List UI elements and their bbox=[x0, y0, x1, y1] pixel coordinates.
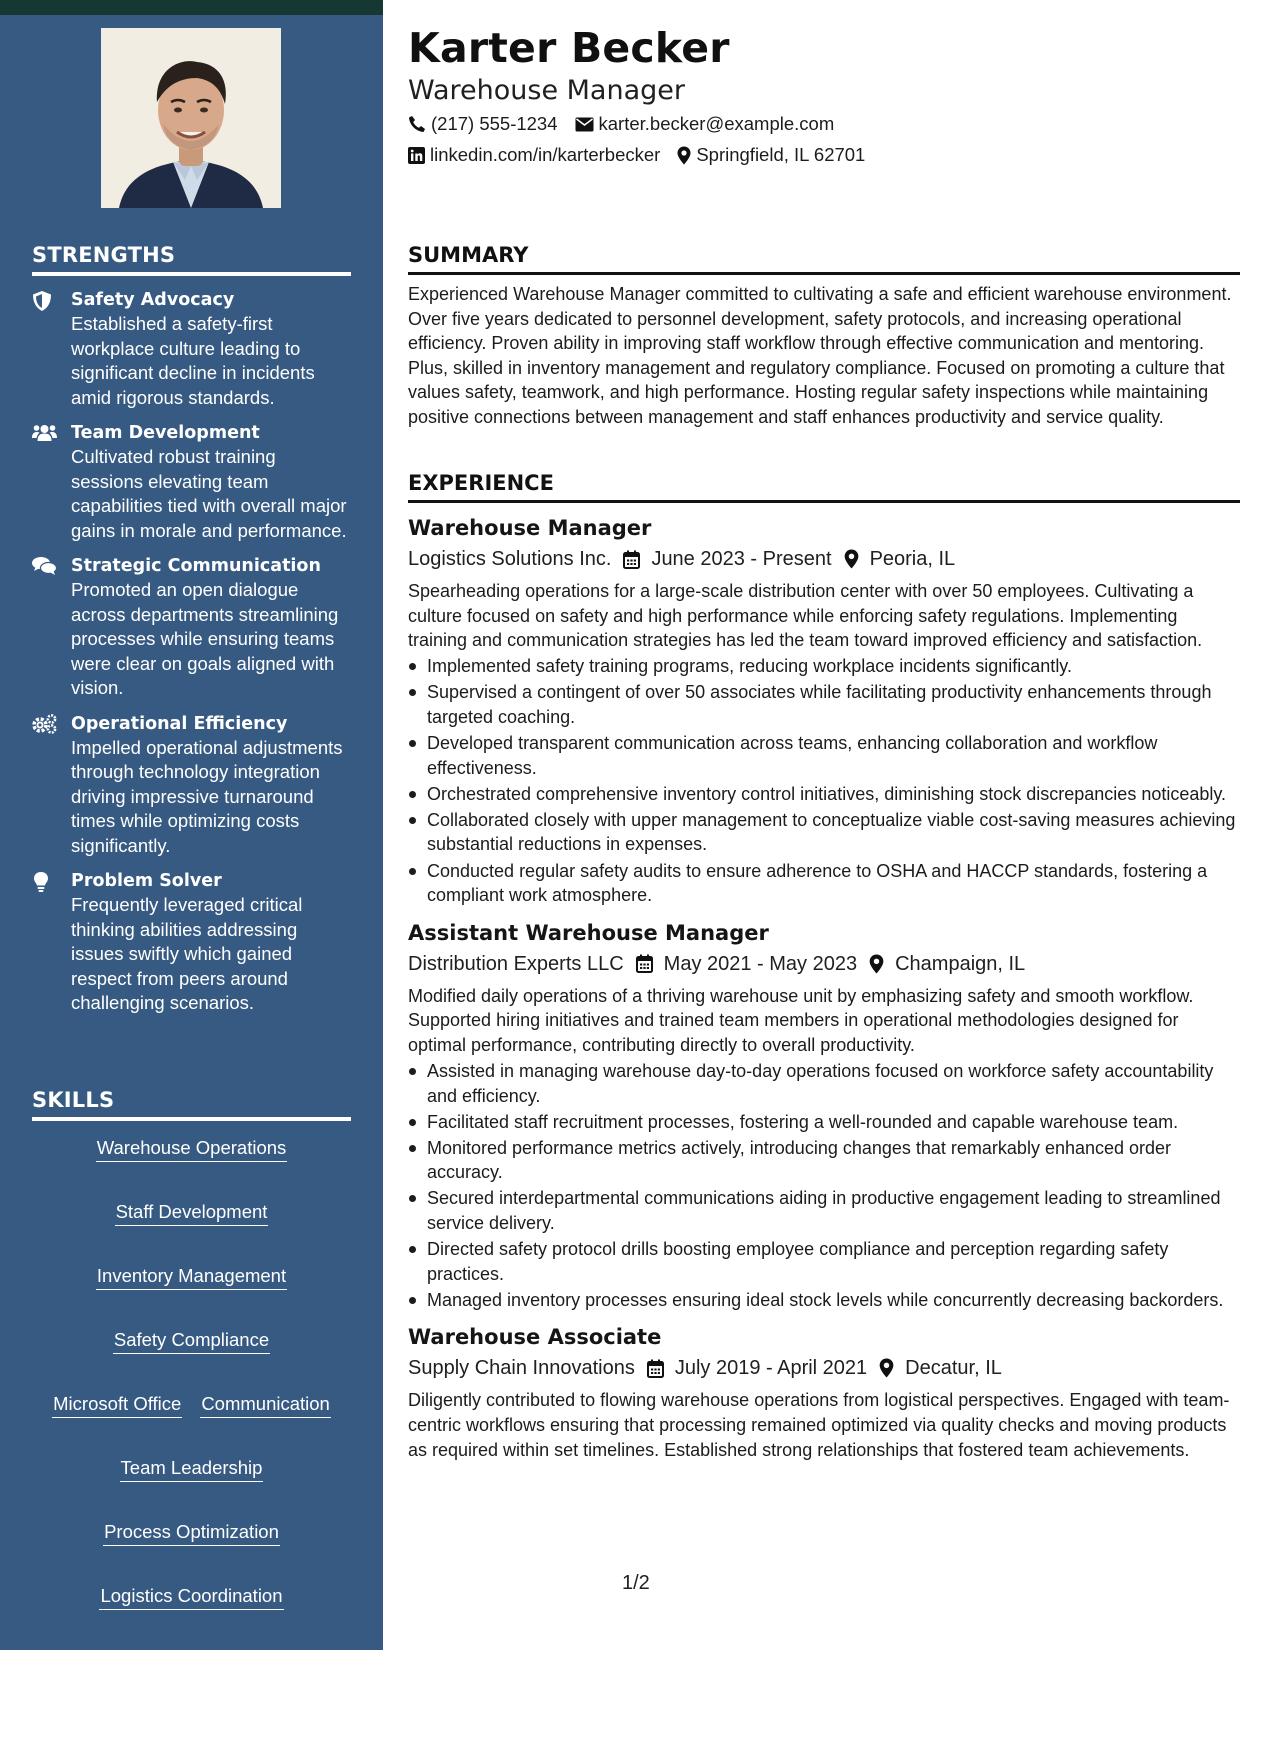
job-dates: May 2021 - May 2023 bbox=[663, 952, 858, 975]
job-bullet: Monitored performance metrics actively, introducing changes that remarkably enhanced order accuracy. bbox=[408, 1136, 1240, 1185]
email-text[interactable]: karter.becker@example.com bbox=[598, 113, 835, 134]
skill-tag: Process Optimization bbox=[103, 1520, 280, 1546]
job-meta bbox=[408, 951, 1240, 977]
shield-icon bbox=[32, 290, 56, 312]
avatar-photo bbox=[101, 28, 281, 208]
job-entry bbox=[408, 919, 1240, 1313]
strength-item bbox=[32, 288, 351, 410]
job-entry bbox=[408, 1323, 1240, 1462]
strength-item bbox=[32, 421, 351, 543]
job-description: Modified daily operations of a thriving warehouse unit by emphasizing safety and smooth workflow. Supported hiring initiatives and trained team members in operational methodologies designed for optimal performance, contributing directly to overall productivity. bbox=[408, 985, 1194, 1055]
job-dates: June 2023 - Present bbox=[651, 548, 832, 570]
job-entry bbox=[408, 514, 1240, 908]
job-bullet: Orchestrated comprehensive inventory control initiatives, diminishing stock discrepancies noticeably. bbox=[408, 782, 1240, 807]
job-meta bbox=[408, 1355, 1240, 1381]
sidebar bbox=[0, 0, 383, 1734]
envelope-icon bbox=[575, 117, 594, 132]
job-bullet: Supervised a contingent of over 50 associates while facilitating productivity enhancements through targeted coaching. bbox=[408, 680, 1240, 729]
job-company: Logistics Solutions Inc. bbox=[408, 548, 612, 570]
summary-text: Experienced Warehouse Manager committed to cultivating a safe and efficient warehouse environment. Over five years dedicated to personnel development, safety protocols, and increasing operational efficiency. Proven ability in improving staff workflow through effective communication and mentoring. Plus, skilled in inventory management and regulatory compliance. Focused on promoting a culture that values safety, teamwork, and high performance. Hosting regular safety inspections while maintaining positive connections between management and staff enhances productivity and service quality. bbox=[408, 284, 1232, 427]
gears-icon bbox=[32, 714, 56, 736]
skill-tag: Microsoft Office bbox=[52, 1392, 182, 1418]
skill-tag: Communication bbox=[200, 1392, 331, 1418]
strength-description: Established a safety-first workplace culture leading to significant decline in incidents amid rigorous standards. bbox=[71, 313, 315, 408]
avatar bbox=[101, 28, 281, 208]
job-title: Assistant Warehouse Manager bbox=[408, 920, 769, 945]
strength-item bbox=[32, 554, 351, 701]
skills-list bbox=[32, 1136, 351, 1738]
skill-tag: Operational Audits bbox=[115, 1648, 268, 1674]
phone-text: (217) 555-1234 bbox=[431, 113, 558, 134]
skill-tag: Inventory Management bbox=[96, 1264, 287, 1290]
calendar-icon bbox=[647, 1359, 664, 1378]
skill-tag: Team Leadership bbox=[120, 1456, 264, 1482]
strengths-title: STRENGTHS bbox=[32, 243, 351, 276]
job-bullet: Assisted in managing warehouse day-to-day operations focused on workforce safety accountability and efficiency. bbox=[408, 1059, 1240, 1108]
skill-tag: Cost Reduction Strategies bbox=[83, 1712, 300, 1738]
job-dates: July 2019 - April 2021 bbox=[674, 1357, 868, 1380]
experience-section bbox=[408, 471, 1240, 1462]
users-icon bbox=[32, 423, 56, 445]
job-company: Distribution Experts LLC bbox=[408, 952, 624, 975]
job-bullet: Developed transparent communication across teams, enhancing collaboration and workflow effectiveness. bbox=[408, 731, 1240, 780]
location-contact bbox=[677, 144, 865, 166]
job-description: Diligently contributed to flowing warehouse operations from logistical perspectives. Engaged with team-centric workflows ensuring that processing remained optimized via quality checks and moving products as required within set timelines. Established strong relationships that fostered team achievements. bbox=[408, 1390, 1230, 1460]
skills-section bbox=[32, 1088, 351, 1738]
candidate-name: Karter Becker bbox=[408, 24, 730, 72]
email-contact[interactable] bbox=[575, 113, 835, 135]
linkedin-contact[interactable] bbox=[408, 144, 660, 166]
map-pin-icon bbox=[844, 549, 859, 569]
strength-item bbox=[32, 869, 351, 1016]
candidate-title: Warehouse Manager bbox=[408, 75, 685, 106]
job-bullet: Collaborated closely with upper management to conceptualize viable cost-saving measures achieving substantial reductions in expenses. bbox=[408, 808, 1240, 857]
lightbulb-icon bbox=[32, 871, 56, 893]
location-text: Springfield, IL 62701 bbox=[696, 144, 866, 165]
page-number: 1/2 bbox=[622, 1572, 650, 1594]
map-pin-icon bbox=[677, 146, 691, 165]
strength-title: Team Development bbox=[71, 423, 260, 443]
skills-title: SKILLS bbox=[32, 1088, 351, 1121]
job-location: Decatur, IL bbox=[905, 1357, 1002, 1380]
strength-title: Operational Efficiency bbox=[71, 713, 288, 734]
job-meta bbox=[408, 546, 1240, 572]
skill-tag: Staff Development bbox=[115, 1200, 269, 1226]
strength-description: Promoted an open dialogue across departments streamlining processes while ensuring teams were clear on goals aligned with vision. bbox=[71, 579, 339, 698]
job-bullets bbox=[408, 654, 1240, 907]
job-company: Supply Chain Innovations bbox=[408, 1357, 635, 1380]
job-bullet: Directed safety protocol drills boosting employee compliance and perception regarding safety practices. bbox=[408, 1237, 1240, 1286]
skill-tag: Logistics Coordination bbox=[99, 1584, 283, 1610]
experience-title: EXPERIENCE bbox=[408, 471, 1240, 503]
calendar-icon bbox=[623, 550, 640, 569]
strength-title: Problem Solver bbox=[71, 871, 222, 891]
map-pin-icon bbox=[879, 1358, 894, 1378]
job-description: Spearheading operations for a large-scale distribution center with over 50 employees. Cultivating a culture focused on safety and high performance while enforcing safety regulations. Implementing training and communication strategies has led the team toward improved efficiency and satisfaction. bbox=[408, 581, 1203, 651]
linkedin-text[interactable]: linkedin.com/in/karterbecker bbox=[430, 144, 661, 165]
skill-tag: Safety Compliance bbox=[113, 1328, 270, 1354]
job-bullet: Conducted regular safety audits to ensure adherence to OSHA and HACCP standards, fostering a compliant work atmosphere. bbox=[408, 859, 1240, 908]
calendar-icon bbox=[636, 954, 653, 973]
strength-description: Cultivated robust training sessions elevating team capabilities tied with overall major gains in morale and performance. bbox=[71, 446, 347, 541]
strength-description: Impelled operational adjustments through technology integration driving impressive turnaround times while optimizing costs significantly. bbox=[71, 736, 343, 856]
linkedin-icon bbox=[408, 147, 425, 164]
job-bullet: Facilitated staff recruitment processes, fostering a well-rounded and capable warehouse team. bbox=[408, 1110, 1240, 1135]
job-bullet: Managed inventory processes ensuring ideal stock levels while concurrently decreasing backorders. bbox=[408, 1288, 1240, 1313]
skill-tag: Warehouse Operations bbox=[96, 1136, 288, 1162]
summary-section bbox=[408, 243, 1240, 430]
map-pin-icon bbox=[869, 954, 884, 974]
job-title: Warehouse Manager bbox=[408, 516, 652, 540]
strength-description: Frequently leveraged critical thinking abilities addressing issues swiftly which gained respect from peers around challenging scenarios. bbox=[71, 894, 303, 1013]
contact-row bbox=[408, 113, 851, 135]
comments-icon bbox=[32, 556, 56, 578]
strength-title: Strategic Communication bbox=[71, 556, 321, 576]
job-bullet: Implemented safety training programs, reducing workplace incidents significantly. bbox=[408, 654, 1240, 679]
phone-contact bbox=[408, 113, 558, 135]
job-location: Champaign, IL bbox=[895, 952, 1026, 975]
strength-item bbox=[32, 712, 351, 859]
contact-row bbox=[408, 144, 882, 166]
summary-title: SUMMARY bbox=[408, 243, 1240, 275]
phone-icon bbox=[408, 115, 426, 133]
strength-title: Safety Advocacy bbox=[71, 290, 235, 310]
sidebar-top-bar bbox=[0, 0, 383, 15]
job-location: Peoria, IL bbox=[869, 548, 956, 570]
job-title: Warehouse Associate bbox=[408, 1325, 662, 1350]
strengths-section bbox=[32, 243, 351, 1016]
job-bullet: Secured interdepartmental communications aiding in productive engagement leading to streamlined service delivery. bbox=[408, 1186, 1240, 1235]
job-bullets bbox=[408, 1059, 1240, 1312]
